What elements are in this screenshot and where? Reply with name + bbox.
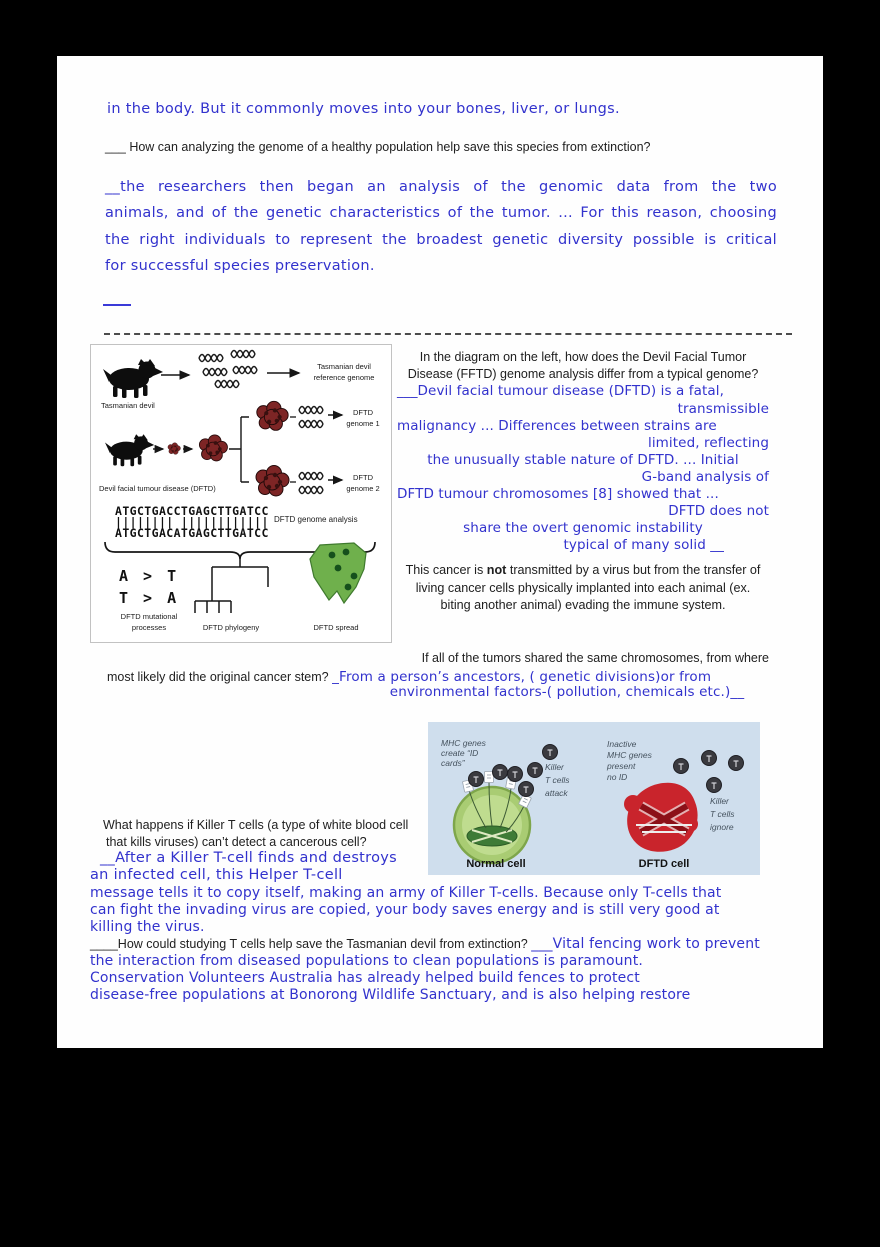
- tasmanian-devil-label: Tasmanian devil: [101, 401, 155, 410]
- killer-ignore-label: ignore: [710, 822, 734, 832]
- answer-line: the right individuals to represent the broadest genetic diversity possible is critical: [105, 231, 777, 248]
- answer-line: __the researchers then began an analysis of the genomic data from the two: [105, 179, 777, 195]
- branch-lines: [229, 417, 249, 482]
- killer-attack-label: T cells: [545, 775, 570, 785]
- dftd-genome-diagram: [90, 344, 392, 643]
- question-text: most likely did the original cancer stem?: [107, 670, 333, 684]
- question-diagram-line: Disease (FFTD) genome analysis differ from a typical genome?: [407, 367, 759, 382]
- question-answer-line: [90, 936, 805, 953]
- question-genome-population: ___ How can analyzing the genome of a healthy population help save this species from extinction?: [105, 140, 651, 154]
- tasmanian-devil-icon: [103, 359, 163, 398]
- note-text-bold: not: [486, 563, 507, 578]
- answer-genome-population: [105, 174, 777, 279]
- cancer-transmission-note: [397, 562, 769, 614]
- answer-line: typical of many solid __: [563, 537, 724, 554]
- answer-line: DFTD tumour chromosomes [8] showed that ...: [397, 485, 719, 502]
- answer-line: ___Devil facial tumour disease (DFTD) is a fatal,: [397, 383, 725, 400]
- answer-line: malignancy ... Differences between strains are: [397, 417, 717, 434]
- inactive-mhc-label: Inactive: [607, 739, 637, 749]
- inactive-mhc-label: no ID: [607, 772, 628, 782]
- question-diagram-line: In the diagram on the left, how does the Devil Facial Tumor: [419, 350, 747, 364]
- mutation-t-a: T > A: [119, 589, 180, 607]
- answer-line: __After a Killer T-cell finds and destroys: [100, 850, 398, 866]
- answer-line: killing the virus.: [90, 918, 205, 935]
- killer-attack-label: attack: [545, 788, 568, 798]
- genome2-label: DFTD: [353, 473, 373, 482]
- answer-underline: [103, 304, 131, 306]
- inactive-mhc-label: present: [607, 761, 636, 771]
- phylogeny-tree-icon: [195, 559, 268, 613]
- answer-line: G-band analysis of: [641, 468, 769, 485]
- answer-line: limited, reflecting: [647, 434, 769, 451]
- dftd-devil-label: Devil facial tumour disease (DFTD): [99, 484, 216, 493]
- genome1-label: genome 1: [346, 419, 380, 428]
- note-line: biting another animal) evading the immune system.: [440, 597, 726, 612]
- tumor-icon: [199, 435, 227, 461]
- question-tumor-origin-line: If all of the tumors shared the same chromosomes, from where: [421, 651, 769, 665]
- mutational-processes-label: DFTD mutational: [120, 612, 178, 621]
- killer-ignore-label: T cells: [710, 809, 735, 819]
- note-line: [397, 562, 769, 579]
- note-text: This cancer is: [405, 563, 487, 578]
- sequence-match-bars: |||||||| ||||||||||||: [115, 515, 269, 529]
- ref-genome-label: Tasmanian devil: [317, 362, 371, 371]
- answer-inline: ___Vital fencing work to prevent: [531, 936, 760, 952]
- answer-line: share the overt genomic instability: [463, 520, 703, 537]
- killer-attack-label: Killer: [545, 762, 564, 772]
- answer-line: the unusually stable nature of DFTD. ... Initial: [427, 451, 739, 468]
- tumor-icon: [256, 466, 289, 497]
- dftd-genome-diagram-svg: [91, 345, 391, 642]
- question-text: ____How could studying T cells help save the Tasmanian devil from extinction?: [90, 937, 532, 951]
- mhc-label: MHC genes: [441, 738, 486, 748]
- phylogeny-label: DFTD phylogeny: [202, 623, 260, 632]
- question-killer-tcells-line: that kills viruses) can’t detect a cancerous cell?: [106, 835, 367, 849]
- answer-line: DFTD does not: [668, 503, 769, 520]
- answer-line: message tells it to copy itself, making an army of Killer T-cells. Because only T-cells that: [90, 885, 722, 901]
- answer-line: animals, and of the genetic characteristics of the tumor. ... For this reason, choosing: [105, 205, 777, 222]
- immune-cells-diagram-svg: [428, 722, 760, 875]
- question-killer-tcells-line: What happens if Killer T cells (a type of white blood cell: [103, 818, 409, 832]
- genome2-label: genome 2: [346, 484, 380, 493]
- tumor-icon: [168, 443, 181, 455]
- dftd-cell-title: DFTD cell: [638, 858, 690, 870]
- document-page: [57, 56, 823, 1048]
- answer-line: transmissible: [677, 400, 769, 417]
- dna-helix-icon: [299, 473, 323, 494]
- answer-line: an infected cell, this Helper T-cell: [90, 867, 343, 883]
- answer-line: Conservation Volunteers Australia has already helped build fences to protect: [90, 969, 640, 986]
- sequence-top: ATGCTGACCTGAGCTTGATCC: [115, 504, 269, 518]
- dna-helix-icon: [199, 351, 257, 388]
- answer-inline: _From a person’s ancestors, ( genetic divisions)or from: [332, 669, 712, 685]
- section-divider: [104, 333, 792, 335]
- answer-line: the interaction from diseased populations to clean populations is paramount.: [90, 952, 643, 969]
- immune-cells-diagram: [428, 722, 760, 880]
- answer-line: environmental factors-( pollution, chemicals etc.)__: [389, 684, 745, 700]
- tasmania-map-icon: [310, 543, 366, 603]
- answer-line: can fight the invading virus are copied, your body saves energy and is still very good at: [90, 901, 720, 918]
- note-text: transmitted by a virus but from the transfer of: [506, 563, 761, 578]
- intro-answer-line: in the body. But it commonly moves into your bones, liver, or lungs.: [107, 101, 620, 117]
- killer-ignore-label: Killer: [710, 796, 729, 806]
- mutational-processes-label: processes: [131, 623, 167, 632]
- sequence-bottom: ATGCTGACATGAGCTTGATCC: [115, 526, 269, 540]
- tasmanian-devil-icon: [105, 434, 154, 466]
- mutation-a-t: A > T: [119, 567, 180, 585]
- answer-killer-tcells-paragraph: [90, 885, 800, 936]
- genome1-label: DFTD: [353, 408, 373, 417]
- answer-line: disease-free populations at Bonorong Wildlife Sanctuary, and is also helping restore: [90, 986, 691, 1003]
- note-line: living cancer cells physically implanted into each animal (ex.: [415, 580, 751, 595]
- dna-helix-icon: [299, 407, 323, 428]
- ref-genome-label: reference genome: [313, 373, 375, 382]
- genome-analysis-label: DFTD genome analysis: [274, 515, 358, 524]
- inactive-mhc-label: MHC genes: [607, 750, 652, 760]
- mhc-label: cards”: [441, 758, 465, 768]
- question-diagram-block: [397, 349, 769, 614]
- answer-line: for successful species preservation.: [105, 257, 375, 274]
- tumor-icon: [257, 401, 288, 430]
- question-studying-tcells-block: [90, 936, 805, 1004]
- mhc-label: create “ID: [441, 748, 479, 758]
- spread-label: DFTD spread: [313, 623, 359, 632]
- normal-cell-title: Normal cell: [466, 858, 526, 870]
